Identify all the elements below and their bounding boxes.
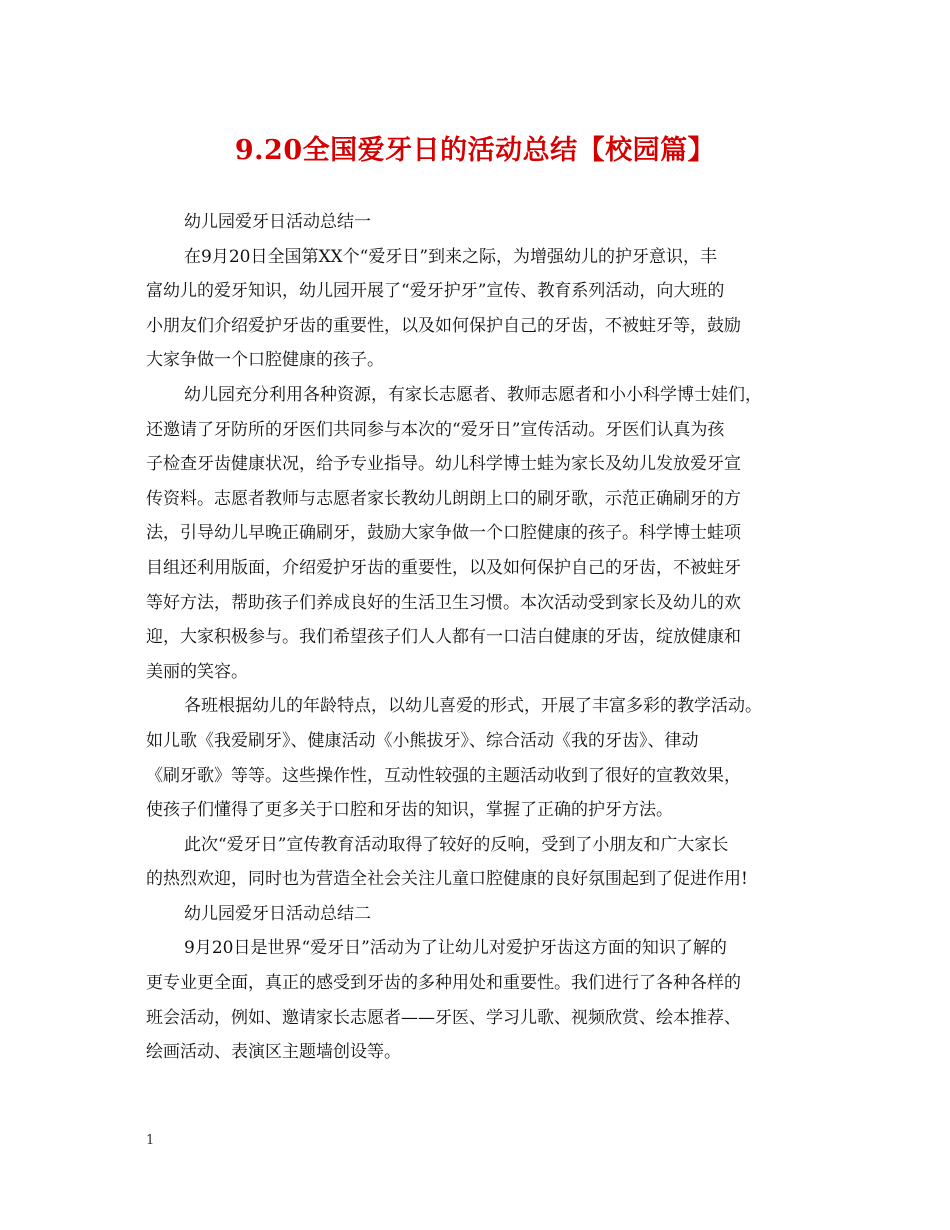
paragraph-line: 在9月20日全国第XX个“爱牙日”到来之际，为增强幼儿的护牙意识，丰 <box>184 246 718 267</box>
paragraph-line: 绘画活动、表演区主题墙创设等。 <box>146 1042 401 1063</box>
paragraph-line: 子检查牙齿健康状况，给予专业指导。幼儿科学博士蛙为家长及幼儿发放爱牙宣 <box>146 454 741 475</box>
paragraph-line: 美丽的笑容。 <box>146 661 248 682</box>
paragraph-line: 更专业更全面，真正的感受到牙齿的多种用处和重要性。我们进行了各种各样的 <box>146 973 741 994</box>
section-heading: 幼儿园爱牙日活动总结二 <box>184 903 371 924</box>
paragraph-line: 小朋友们介绍爱护牙齿的重要性，以及如何保护自己的牙齿，不被蛀牙等，鼓励 <box>146 315 741 336</box>
paragraph-line: 各班根据幼儿的年龄特点，以幼儿喜爱的形式，开展了丰富多彩的教学活动。 <box>184 696 762 717</box>
paragraph-line: 9月20日是世界“爱牙日”活动为了让幼儿对爱护牙齿这方面的知识了解的 <box>184 938 727 959</box>
section-heading: 幼儿园爱牙日活动总结一 <box>184 212 371 232</box>
paragraph-line: 班会活动，例如、邀请家长志愿者——牙医、学习儿歌、视频欣赏、绘本推荐、 <box>146 1007 741 1028</box>
paragraph-line: 使孩子们懂得了更多关于口腔和牙齿的知识，掌握了正确的护牙方法。 <box>146 800 673 821</box>
paragraph-line: 幼儿园充分利用各种资源，有家长志愿者、教师志愿者和小小科学博士娃们， <box>184 384 762 405</box>
paragraph-line: 此次“爱牙日”宣传教育活动取得了较好的反响，受到了小朋友和广大家长 <box>184 834 729 855</box>
paragraph-line: 法，引导幼儿早晚正确刷牙，鼓励大家争做一个口腔健康的孩子。科学博士蛙项 <box>146 523 741 544</box>
paragraph-line: 还邀请了牙防所的牙医们共同参与本次的“爱牙日”宣传活动。牙医们认真为孩 <box>146 419 725 440</box>
paragraph-line: 目组还利用版面，介绍爱护牙齿的重要性，以及如何保护自己的牙齿，不被蛀牙 <box>146 557 741 578</box>
document-body <box>146 205 816 1070</box>
paragraph-line: 等好方法，帮助孩子们养成良好的生活卫生习惯。本次活动受到家长及幼儿的欢 <box>146 592 741 613</box>
paragraph-line: 富幼儿的爱牙知识，幼儿园开展了“爱牙护牙”宣传、教育系列活动，向大班的 <box>146 281 725 302</box>
paragraph-line: 传资料。志愿者教师与志愿者家长教幼儿朗朗上口的刷牙歌，示范正确刷牙的方 <box>146 488 741 509</box>
paragraph-line: 迎，大家积极参与。我们希望孩子们人人都有一口洁白健康的牙齿，绽放健康和 <box>146 627 741 648</box>
paragraph-line: 《刷牙歌》等等。这些操作性，互动性较强的主题活动收到了很好的宣教效果， <box>146 765 741 786</box>
page-number: 1 <box>146 1133 155 1148</box>
paragraph-line: 大家争做一个口腔健康的孩子。 <box>146 350 384 371</box>
paragraph-line: 如儿歌《我爱刷牙》、健康活动《小熊拔牙》、综合活动《我的牙齿》、律动 <box>146 730 699 751</box>
paragraph-line: 的热烈欢迎，同时也为营造全社会关注儿童口腔健康的良好氛围起到了促进作用! <box>146 869 748 890</box>
document-title: 9.20全国爱牙日的活动总结【校园篇】 <box>234 135 716 166</box>
